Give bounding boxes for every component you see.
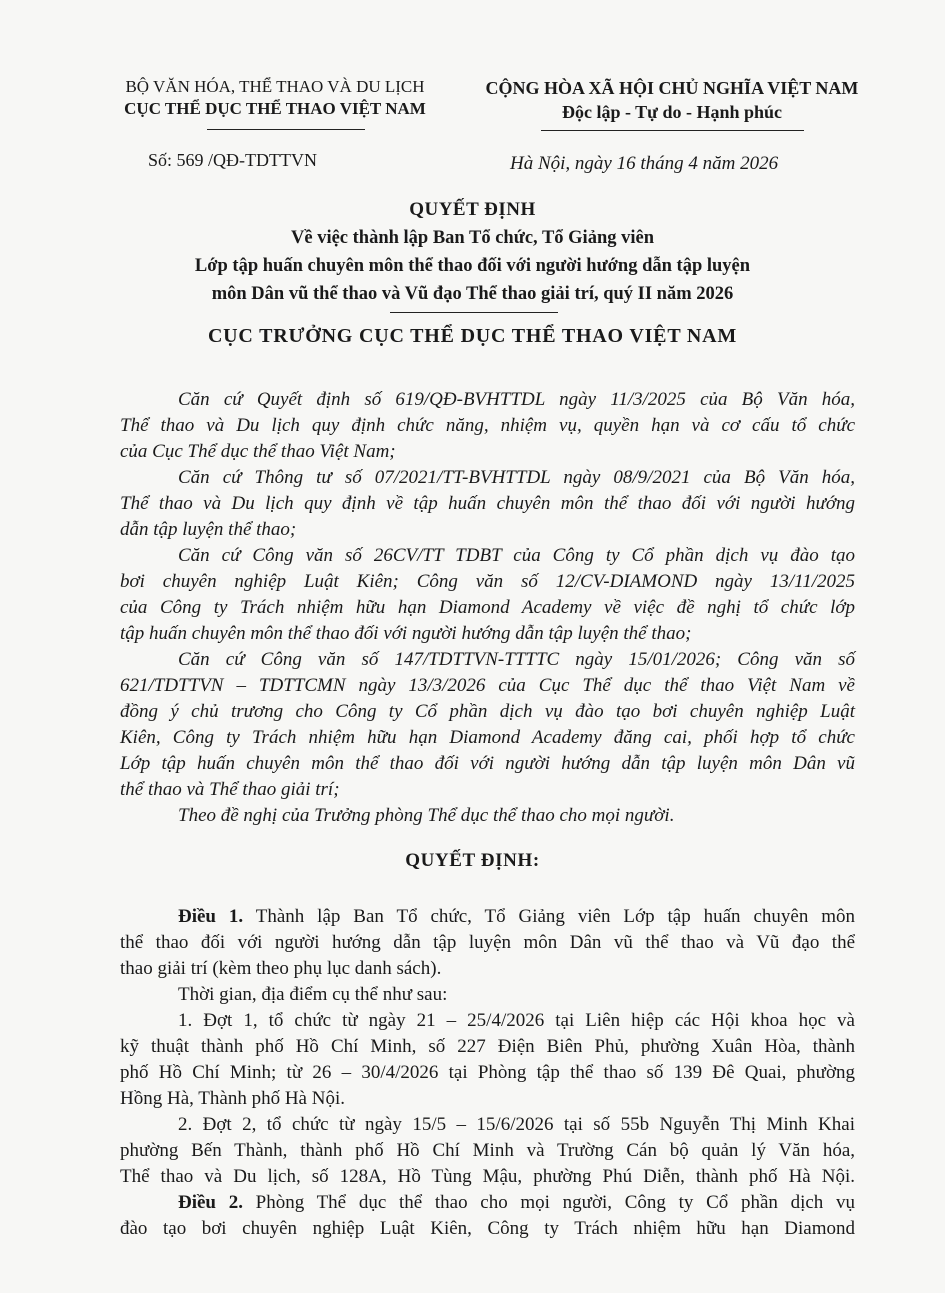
title-underline (390, 312, 558, 313)
article-2-text: Phòng Thể dục thể thao cho mọi người, Công ty Cổ phần dịch vụ (242, 1192, 855, 1213)
article-1-text: Thành lập Ban Tổ chức, Tổ Giảng viên Lớp tập huấn chuyên môn (243, 906, 856, 927)
authority-heading: CỤC TRƯỞNG CỤC THỂ DỤC THỂ THAO VIỆT NAM (207, 325, 738, 347)
article-1-label: Điều 1. (178, 906, 244, 927)
issuer-block (100, 76, 450, 120)
articles (120, 904, 855, 1242)
preamble-line: Căn cứ Quyết định số 619/QĐ-BVHTTDL ngày 11/3/2025 của Bộ Văn hóa, (178, 389, 855, 410)
preamble-line: 621/TDTTVN – TDTTCMN ngày 13/3/2026 của Cục Thể dục thể thao Việt Nam về (120, 675, 855, 696)
title-line-3: môn Dân vũ thể thao và Vũ đạo Thể thao giải trí, quý II năm 2026 (211, 284, 734, 304)
preamble-line: tập huấn chuyên môn thể thao đối với người hướng dẫn tập luyện thể thao; (120, 623, 692, 644)
article-2-label: Điều 2. (178, 1192, 243, 1213)
article-line: kỹ thuật thành phố Hồ Chí Minh, số 227 Điện Biên Phủ, phường Xuân Hòa, thành (120, 1036, 855, 1057)
title-line-1: Về việc thành lập Ban Tổ chức, Tổ Giảng viên (291, 228, 654, 248)
article-line: phố Hồ Chí Minh; từ 26 – 30/4/2026 tại Phòng tập thể thao số 139 Đê Quai, phường (120, 1062, 855, 1083)
preamble-line: dẫn tập luyện thể thao; (120, 519, 297, 540)
document-number: Số: 569 /QĐ-TDTTVN (148, 150, 317, 170)
preamble-line: Lớp tập huấn chuyên môn thể thao đối với người hướng dẫn tập luyện môn Dân vũ (120, 753, 855, 774)
article-line: đào tạo bơi chuyên nghiệp Luật Kiên, Công ty Trách nhiệm hữu hạn Diamond (120, 1218, 855, 1239)
preamble-line: thể thao và Thể thao giải trí; (120, 779, 340, 800)
article-line: thể thao đối với người hướng dẫn tập luyện môn Dân vũ thể thao và Vũ đạo thể (120, 932, 855, 953)
preamble-line: Theo đề nghị của Trưởng phòng Thể dục thể thao cho mọi người. (178, 805, 675, 826)
article-line: 1. Đợt 1, tổ chức từ ngày 21 – 25/4/2026 tại Liên hiệp các Hội khoa học và (178, 1010, 855, 1031)
decision-heading: QUYẾT ĐỊNH: (405, 850, 540, 871)
preamble-line: Thể thao và Du lịch quy định về tập huấn chuyên môn thể thao đối với người hướng (120, 493, 855, 514)
article-line: Hồng Hà, Thành phố Hà Nội. (120, 1088, 345, 1109)
article-line: thao giải trí (kèm theo phụ lục danh sách). (120, 958, 442, 979)
article-2-line (120, 1190, 855, 1216)
article-line: Thể thao và Du lịch, số 128A, Hồ Tùng Mậu, phường Phú Diễn, thành phố Hà Nội. (120, 1166, 855, 1187)
place-date: Hà Nội, ngày 16 tháng 4 năm 2026 (510, 153, 779, 174)
document-title (0, 196, 945, 308)
preamble (120, 387, 855, 829)
preamble-line: đồng ý chủ trương cho Công ty Cổ phần dịch vụ đào tạo bơi chuyên nghiệp Luật (120, 701, 855, 722)
motto-underline (541, 130, 804, 131)
national-header (462, 76, 882, 124)
preamble-line: Thể thao và Du lịch quy định chức năng, nhiệm vụ, quyền hạn và cơ cấu tổ chức (120, 415, 855, 436)
article-line: Thời gian, địa điểm cụ thể như sau: (178, 984, 448, 1005)
republic-name: CỘNG HÒA XÃ HỘI CHỦ NGHĨA VIỆT NAM (485, 78, 859, 98)
preamble-line: Căn cứ Công văn số 147/TDTTVN-TTTTC ngày 15/01/2026; Công văn số (178, 649, 855, 670)
preamble-line: Căn cứ Công văn số 26CV/TT TDBT của Công ty Cổ phần dịch vụ đào tạo (178, 545, 855, 566)
preamble-line: của Cục Thể dục thể thao Việt Nam; (120, 441, 396, 462)
article-line: 2. Đợt 2, tổ chức từ ngày 15/5 – 15/6/2026 tại số 55b Nguyễn Thị Minh Khai (178, 1114, 855, 1135)
article-1-line (120, 904, 855, 930)
preamble-line: của Công ty Trách nhiệm hữu hạn Diamond Academy về việc đề nghị tổ chức lớp (120, 597, 855, 618)
preamble-line: Căn cứ Thông tư số 07/2021/TT-BVHTTDL ngày 08/9/2021 của Bộ Văn hóa, (178, 467, 855, 488)
issuer-underline (207, 129, 365, 130)
preamble-line: Kiên, Công ty Trách nhiệm hữu hạn Diamond Academy đăng cai, phối hợp tổ chức (120, 727, 855, 748)
ministry-name: BỘ VĂN HÓA, THỂ THAO VÀ DU LỊCH (125, 77, 425, 96)
article-line: phường Bến Thành, thành phố Hồ Chí Minh và Trường Cán bộ quản lý Văn hóa, (120, 1140, 855, 1161)
title-heading: QUYẾT ĐỊNH (409, 199, 536, 220)
department-name: CỤC THỂ DỤC THỂ THAO VIỆT NAM (124, 99, 426, 118)
title-line-2: Lớp tập huấn chuyên môn thể thao đối với người hướng dẫn tập luyện (194, 256, 751, 276)
preamble-line: bơi chuyên nghiệp Luật Kiên; Công văn số 12/CV-DIAMOND ngày 13/11/2025 (120, 571, 855, 592)
national-motto: Độc lập - Tự do - Hạnh phúc (561, 102, 783, 122)
